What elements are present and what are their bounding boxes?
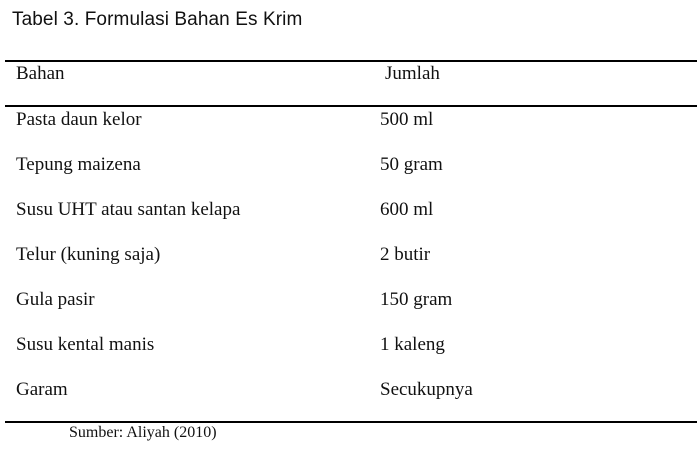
header-bahan: Bahan [16, 63, 65, 84]
table-row-2-jumlah: 600 ml [380, 199, 434, 220]
table-header-rule [5, 105, 697, 107]
table-row-6-bahan: Garam [16, 379, 68, 400]
table-row-0-bahan: Pasta daun kelor [16, 109, 142, 130]
table-caption: Tabel 3. Formulasi Bahan Es Krim [12, 9, 303, 30]
table-row-1-bahan: Tepung maizena [16, 154, 141, 175]
table-row-4-jumlah: 150 gram [380, 289, 453, 310]
table-source-note: Sumber: Aliyah (2010) [69, 424, 217, 441]
table-row-5-bahan: Susu kental manis [16, 334, 155, 355]
table-row-1-jumlah: 50 gram [380, 154, 443, 175]
table-row-4-bahan: Gula pasir [16, 289, 95, 310]
table-row-0-jumlah: 500 ml [380, 109, 434, 130]
table-row-2-bahan: Susu UHT atau santan kelapa [16, 199, 241, 220]
table-row-3-bahan: Telur (kuning saja) [16, 244, 161, 265]
table-row-3-jumlah: 2 butir [380, 244, 431, 265]
table-bottom-rule [5, 421, 697, 423]
table-row-6-jumlah: Secukupnya [380, 379, 473, 400]
table-row-5-jumlah: 1 kaleng [380, 334, 445, 355]
table-top-rule [5, 60, 697, 62]
header-jumlah: Jumlah [385, 63, 440, 84]
